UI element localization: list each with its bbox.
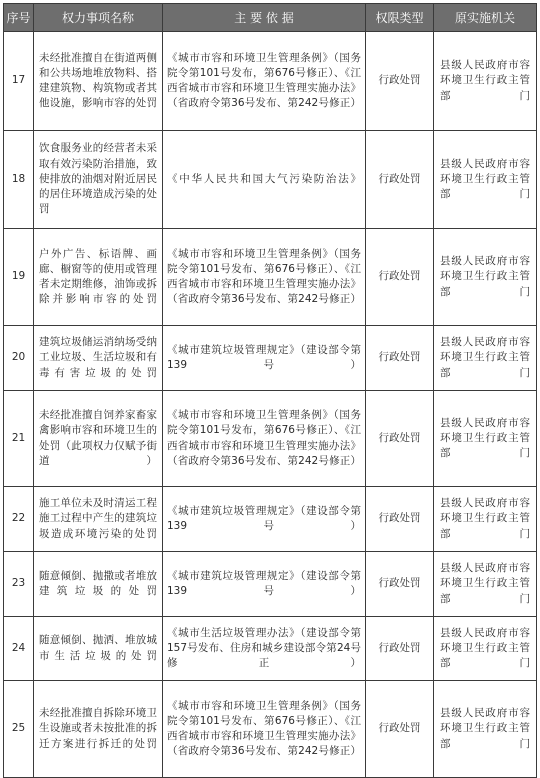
row-num: 21 xyxy=(4,391,34,487)
row-basis: 《城市生活垃圾管理办法》（建设部令第157号发布、住房和城乡建设部令第24号修正） xyxy=(163,617,366,681)
row-num: 25 xyxy=(4,681,34,778)
row-name: 施工单位未及时清运工程施工过程中产生的建筑垃圾造成环境污染的处罚 xyxy=(34,487,163,552)
row-basis: 《城市建筑垃圾管理规定》（建设部令第139号） xyxy=(163,487,366,552)
row-name: 随意倾倒、抛撒或者堆放建筑垃圾的处罚 xyxy=(34,552,163,617)
row-authority: 县级人民政府市容环境卫生行政主管部门 xyxy=(434,391,537,487)
header-row xyxy=(4,4,537,32)
row-authority: 县级人民政府市容环境卫生行政主管部门 xyxy=(434,552,537,617)
row-name: 随意倾倒、抛洒、堆放城市生活垃圾的处罚 xyxy=(34,617,163,681)
row-name: 建筑垃圾储运消纳场受纳工业垃圾、生活垃圾和有毒有害垃圾的处罚 xyxy=(34,326,163,391)
header-name: 权力事项名称 xyxy=(34,4,163,32)
row-num: 24 xyxy=(4,617,34,681)
row-basis: 《城市市容和环境卫生管理条例》（国务院令第101号发布、第676号修正）、《江西省城市市容和环境卫生管理实施办法》（省政府令第36号发布、第242号修正） xyxy=(163,681,366,778)
row-type: 行政处罚 xyxy=(366,617,434,681)
row-num: 18 xyxy=(4,131,34,229)
row-basis: 《城市建筑垃圾管理规定》（建设部令第139号） xyxy=(163,552,366,617)
document-page xyxy=(3,3,536,778)
row-authority: 县级人民政府市容环境卫生行政主管部门 xyxy=(434,229,537,326)
row-type: 行政处罚 xyxy=(366,32,434,131)
row-num: 23 xyxy=(4,552,34,617)
row-type: 行政处罚 xyxy=(366,681,434,778)
row-type: 行政处罚 xyxy=(366,552,434,617)
power-list-table xyxy=(3,3,537,778)
table-row xyxy=(4,681,537,778)
table-row xyxy=(4,391,537,487)
row-type: 行政处罚 xyxy=(366,229,434,326)
row-basis: 《城市市容和环境卫生管理条例》（国务院令第101号发布，第676号修正）、《江西省城市市容和环境卫生管理实施办法》（省政府令第36号发布、第242号修正） xyxy=(163,391,366,487)
row-authority: 县级人民政府市容环境卫生行政主管部门 xyxy=(434,487,537,552)
row-basis: 《中华人民共和国大气污染防治法》 xyxy=(163,131,366,229)
row-authority: 县级人民政府市容环境卫生行政主管部门 xyxy=(434,32,537,131)
row-name: 饮食服务业的经营者未采取有效污染防治措施，致使排放的油烟对附近居民的居住环境造成污染的处罚 xyxy=(34,131,163,229)
row-name: 未经批准擅自拆除环境卫生设施或者未按批准的拆迁方案进行拆迁的处罚 xyxy=(34,681,163,778)
row-num: 17 xyxy=(4,32,34,131)
row-authority: 县级人民政府市容环境卫生行政主管部门 xyxy=(434,326,537,391)
header-authority: 原实施机关 xyxy=(434,4,537,32)
table-row xyxy=(4,326,537,391)
table-row xyxy=(4,32,537,131)
table-row xyxy=(4,131,537,229)
table-row xyxy=(4,552,537,617)
row-basis: 《城市市容和环境卫生管理条例》（国务院令第101号发布、第676号修正）、《江西省城市市容和环境卫生管理实施办法》（省政府令第36号发布、第242号修正） xyxy=(163,229,366,326)
row-name: 未经批准擅自饲养家畜家禽影响市容和环境卫生的处罚（此项权力仅赋予街道） xyxy=(34,391,163,487)
table-row xyxy=(4,487,537,552)
row-name: 户外广告、标语牌、画廊、橱窗等的使用或管理者未定期维修，油饰或拆除并影响市容的处罚 xyxy=(34,229,163,326)
header-num: 序号 xyxy=(4,4,34,32)
row-num: 19 xyxy=(4,229,34,326)
row-authority: 县级人民政府市容环境卫生行政主管部门 xyxy=(434,131,537,229)
row-type: 行政处罚 xyxy=(366,487,434,552)
row-name: 未经批准擅自在街道两侧和公共场地堆放物料、搭建建筑物、构筑物或者其他设施，影响市容的处罚 xyxy=(34,32,163,131)
header-basis: 主 要 依 据 xyxy=(163,4,366,32)
header-type: 权限类型 xyxy=(366,4,434,32)
row-type: 行政处罚 xyxy=(366,131,434,229)
row-basis: 《城市市容和环境卫生管理条例》（国务院令第101号发布，第676号修正）、《江西省城市市容和环境卫生管理实施办法》（省政府令第36号发布、第242号修正） xyxy=(163,32,366,131)
row-type: 行政处罚 xyxy=(366,326,434,391)
row-num: 22 xyxy=(4,487,34,552)
table-row xyxy=(4,617,537,681)
row-authority: 县级人民政府市容环境卫生行政主管部门 xyxy=(434,617,537,681)
row-type: 行政处罚 xyxy=(366,391,434,487)
row-authority: 县级人民政府市容环境卫生行政主管部门 xyxy=(434,681,537,778)
row-basis: 《城市建筑垃圾管理规定》（建设部令第139号） xyxy=(163,326,366,391)
row-num: 20 xyxy=(4,326,34,391)
table-row xyxy=(4,229,537,326)
